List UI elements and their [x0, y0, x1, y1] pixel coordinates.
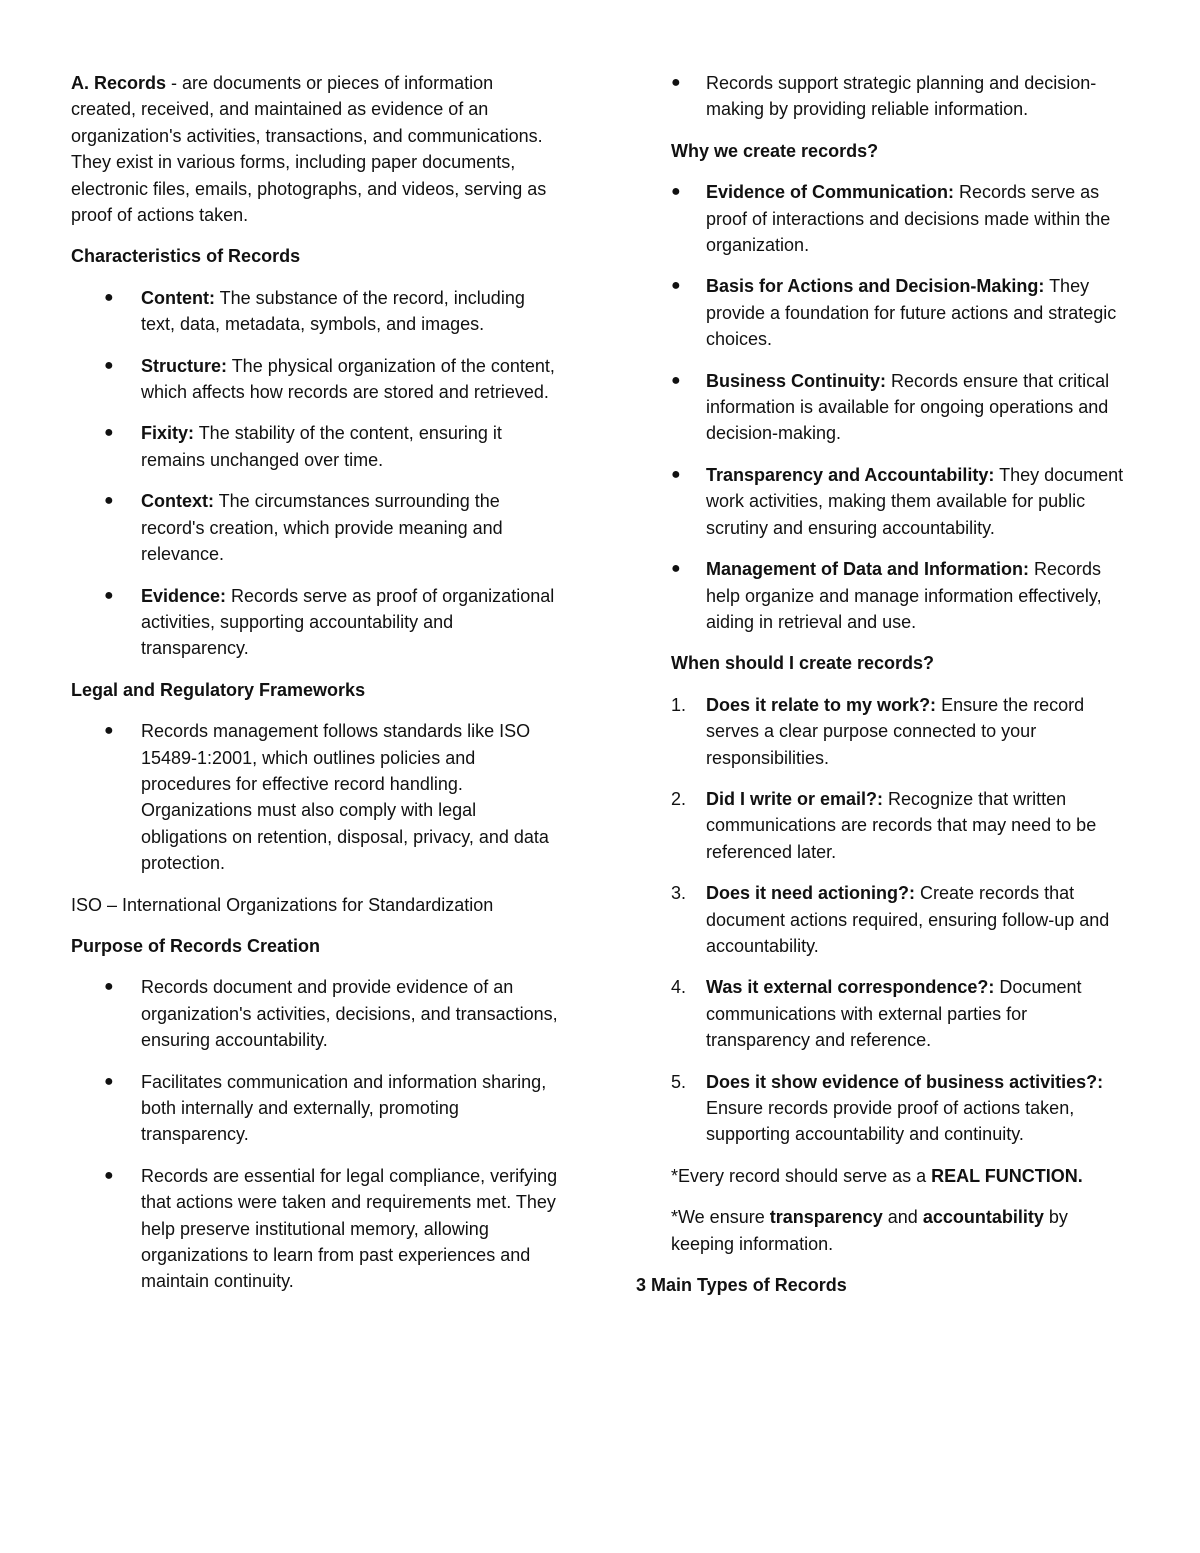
- list-item: 1. Does it relate to my work?: Ensure the record serves a clear purpose connected to your responsibilities.: [671, 692, 1131, 771]
- list-item: ● Records are essential for legal compliance, verifying that actions were taken and requirements met. They help preserve institutional memory, allowing organizations to learn from past experiences and maintain continuity.: [71, 1163, 563, 1295]
- list-item: ● Evidence of Communication: Records serve as proof of interactions and decisions made within the organization.: [671, 179, 1131, 258]
- list-item: ● Evidence: Records serve as proof of organizational activities, supporting accountability and transparency.: [71, 583, 563, 662]
- bullet-icon: ●: [104, 356, 114, 374]
- when-heading: When should I create records?: [671, 653, 935, 674]
- bullet-icon: ●: [104, 722, 114, 740]
- bullet-icon: ●: [104, 1166, 114, 1184]
- characteristics-list: [71, 285, 563, 662]
- when-list: [671, 692, 1131, 1148]
- records-definition: [71, 70, 563, 228]
- iso-note: ISO – International Organizations for Standardization: [71, 894, 494, 915]
- list-item: ● Management of Data and Information: Records help organize and manage information effectively, aiding in retrieval and use.: [671, 556, 1131, 635]
- list-item: ● Records document and provide evidence of an organization's activities, decisions, and transactions, ensuring accountability.: [71, 974, 563, 1053]
- list-item: ● Fixity: The stability of the content, ensuring it remains unchanged over time.: [71, 420, 563, 473]
- list-item: ● Records support strategic planning and decision-making by providing reliable information.: [671, 70, 1131, 123]
- bullet-icon: ●: [671, 465, 681, 483]
- bullet-icon: ●: [671, 371, 681, 389]
- purpose-list: [71, 974, 563, 1294]
- bullet-icon: ●: [104, 978, 114, 996]
- bullet-icon: ●: [104, 586, 114, 604]
- list-item: ● Structure: The physical organization of the content, which affects how records are stored and retrieved.: [71, 353, 563, 406]
- bullet-icon: ●: [671, 74, 681, 91]
- list-item: ● Context: The circumstances surrounding the record's creation, which provide meaning and relevance.: [71, 488, 563, 567]
- list-number: 5.: [671, 1071, 687, 1092]
- list-item: ● Content: The substance of the record, including text, data, metadata, symbols, and images.: [71, 285, 563, 338]
- records-definition-text: - are documents or pieces of information created, received, and maintained as evidence of an organization's activities, transactions, and communications. They exist in various forms, including paper documents, electronic files, emails, photographs, and videos, serving as proof of actions taken.: [71, 73, 547, 226]
- bullet-icon: ●: [671, 183, 681, 201]
- purpose-heading: Purpose of Records Creation: [71, 935, 321, 956]
- legal-list: [71, 718, 563, 876]
- bullet-icon: ●: [671, 560, 681, 578]
- real-function-note: *Every record should serve as a REAL FUNCTION.: [671, 1165, 1083, 1186]
- list-item: 4. Was it external correspondence?: Document communications with external parties for transparency and reference.: [671, 974, 1131, 1053]
- right-column: [636, 70, 1131, 1313]
- list-item: ● Facilitates communication and information sharing, both internally and externally, promoting transparency.: [71, 1069, 563, 1148]
- purpose-list-continued: [671, 70, 1131, 123]
- bullet-icon: ●: [104, 424, 114, 442]
- why-heading: Why we create records?: [671, 140, 879, 161]
- list-item: ● Transparency and Accountability: They document work activities, making them available for public scrutiny and ensuring accountability.: [671, 462, 1131, 541]
- bullet-icon: ●: [104, 492, 114, 510]
- characteristics-heading: Characteristics of Records: [71, 246, 301, 267]
- list-item: 3. Does it need actioning?: Create records that document actions required, ensuring follow-up and accountability.: [671, 880, 1131, 959]
- legal-heading: Legal and Regulatory Frameworks: [71, 679, 366, 700]
- bullet-icon: ●: [104, 288, 114, 306]
- list-number: 3.: [671, 883, 687, 904]
- why-list: [671, 179, 1131, 635]
- records-term: A. Records: [71, 73, 167, 93]
- list-item: ● Basis for Actions and Decision-Making: They provide a foundation for future actions and strategic choices.: [671, 273, 1131, 352]
- bullet-icon: ●: [104, 1072, 114, 1090]
- list-number: 1.: [671, 694, 687, 715]
- transparency-note: *We ensure transparency and accountability by keeping information.: [671, 1207, 1068, 1254]
- left-column: [71, 70, 563, 1310]
- types-heading: 3 Main Types of Records: [636, 1275, 847, 1296]
- list-item: ● Records management follows standards like ISO 15489-1:2001, which outlines policies and procedures for effective record handling. Organizations must also comply with legal obligations on retention, disposal, privacy, and data protection.: [71, 718, 563, 876]
- list-number: 4.: [671, 977, 687, 998]
- list-item: 2. Did I write or email?: Recognize that written communications are records that may need to be referenced later.: [671, 786, 1131, 865]
- list-item: ● Business Continuity: Records ensure that critical information is available for ongoing operations and decision-making.: [671, 368, 1131, 447]
- list-number: 2.: [671, 788, 687, 809]
- list-item: 5. Does it show evidence of business activities?: Ensure records provide proof of actions taken, supporting accountability and continuity.: [671, 1069, 1131, 1148]
- bullet-icon: ●: [671, 277, 681, 295]
